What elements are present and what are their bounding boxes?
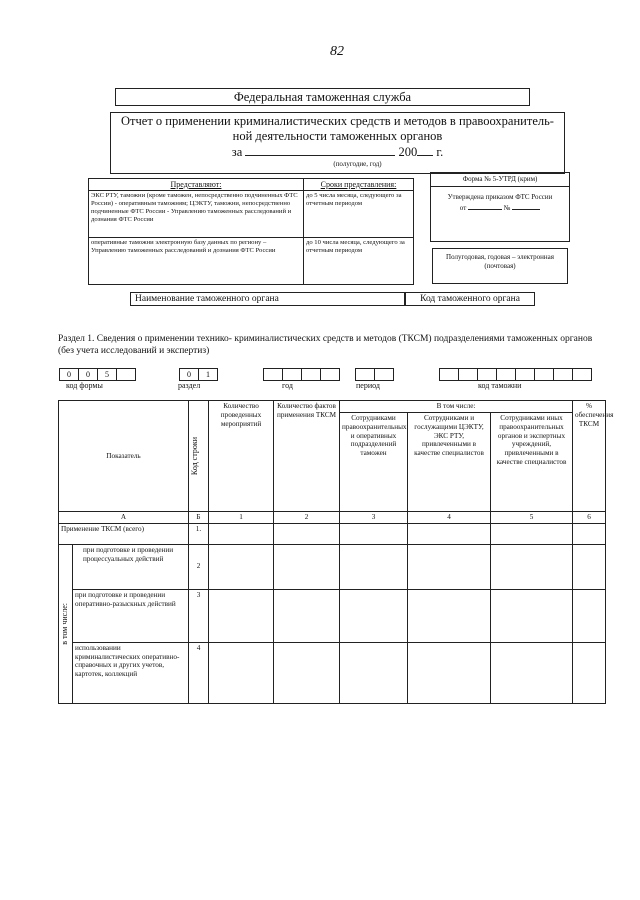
line-code-header xyxy=(189,401,209,512)
date-blank[interactable] xyxy=(468,202,502,210)
year-cells xyxy=(264,368,340,381)
data-cell[interactable] xyxy=(340,642,408,703)
data-table xyxy=(58,400,614,704)
data-cell[interactable] xyxy=(408,589,491,642)
customs-digit[interactable] xyxy=(534,368,554,381)
customs-digit[interactable] xyxy=(477,368,497,381)
pct-header: % обеспечения ТКСМ xyxy=(573,401,606,512)
report-title-box xyxy=(110,112,565,174)
col-num: 6 xyxy=(573,512,606,524)
data-cell[interactable] xyxy=(491,589,573,642)
period-blank[interactable] xyxy=(245,144,395,156)
year-suffix: г. xyxy=(436,145,444,159)
year-prefix: 200 xyxy=(398,145,418,159)
org-code-field[interactable]: Код таможенного органа xyxy=(405,292,535,306)
customs-code-label: код таможни xyxy=(478,381,522,390)
year-blank[interactable] xyxy=(417,144,433,156)
incl-vertical-label: в том числе: xyxy=(60,602,69,645)
data-cell[interactable] xyxy=(340,523,408,544)
approved-by: Утверждена приказом ФТС России xyxy=(447,193,553,201)
form-code-cells xyxy=(60,368,136,381)
data-cell[interactable] xyxy=(573,642,606,703)
form-code-label: код формы xyxy=(66,381,103,390)
customs-code-cells xyxy=(440,368,592,381)
data-cell[interactable] xyxy=(209,642,274,703)
data-cell[interactable] xyxy=(408,544,491,589)
incl-header: В том числе: xyxy=(340,401,573,413)
column-number-row xyxy=(59,512,606,524)
sub1-header: Сотрудниками правоохранительных и оперативных подразделений таможен xyxy=(340,413,408,512)
events-header: Количество проведенных мероприятий xyxy=(209,401,274,512)
customs-digit[interactable] xyxy=(572,368,592,381)
data-cell[interactable] xyxy=(491,642,573,703)
deadlines-header: Сроки представления: xyxy=(304,179,414,191)
section-code-digit[interactable]: 1 xyxy=(198,368,218,381)
col-num: 4 xyxy=(408,512,491,524)
data-cell[interactable] xyxy=(209,523,274,544)
col-num: 1 xyxy=(209,512,274,524)
year-digit[interactable] xyxy=(263,368,283,381)
table-row xyxy=(59,642,606,703)
col-num: 2 xyxy=(274,512,340,524)
year-digit[interactable] xyxy=(282,368,302,381)
line-code-label: Код строки xyxy=(190,436,199,476)
submitters-header: Представляют: xyxy=(89,179,304,191)
deadline-row1: до 5 числа месяца, следующего за отчетным периодом xyxy=(304,191,414,238)
table-row xyxy=(59,523,606,544)
customs-digit[interactable] xyxy=(458,368,478,381)
data-cell[interactable] xyxy=(491,523,573,544)
submitters-table xyxy=(88,178,414,285)
row-code: 3 xyxy=(189,589,209,642)
data-cell[interactable] xyxy=(408,642,491,703)
row-label: Применение ТКСМ (всего) xyxy=(59,523,189,544)
data-cell[interactable] xyxy=(573,589,606,642)
approval-date-line xyxy=(431,202,569,213)
row-code: 2 xyxy=(189,544,209,589)
deadline-row2: до 10 числа месяца, следующего за отчетным периодом xyxy=(304,238,414,285)
customs-digit[interactable] xyxy=(553,368,573,381)
incl-vertical-cell xyxy=(59,544,73,703)
row-code: 4 xyxy=(189,642,209,703)
submitter-row1: ЭКС РТУ, таможни (кроме таможен, непосредственно подчиненных ФТС России) - оперативным таможням; ЦЭКТУ, таможни, непосредственно подчиненные ФТС России - Управлению таможенных расследований и дознания ФТС России xyxy=(89,191,304,238)
col-num: 3 xyxy=(340,512,408,524)
data-cell[interactable] xyxy=(340,589,408,642)
form-number: Форма № 5-УТРД (крим) xyxy=(431,173,569,187)
sub2-header: Сотрудниками и гослужащими ЦЭКТУ, ЭКС РТУ, привлеченными в качестве специалистов xyxy=(408,413,491,512)
data-cell[interactable] xyxy=(274,589,340,642)
table-row xyxy=(59,589,606,642)
form-code-digit[interactable]: 5 xyxy=(97,368,117,381)
period-cells xyxy=(356,368,394,381)
report-title-line1: Отчет о применении криминалистических средств и методов в правоохранитель- xyxy=(121,114,554,128)
number-blank[interactable] xyxy=(512,202,540,210)
year-label: год xyxy=(282,381,293,390)
facts-header: Количество фактов применения ТКСМ xyxy=(274,401,340,512)
year-digit[interactable] xyxy=(320,368,340,381)
reporting-period-box: Полугодовая, годовая – электронная (почтовая) xyxy=(432,248,568,284)
col-num: А xyxy=(59,512,189,524)
customs-digit[interactable] xyxy=(496,368,516,381)
section-code-digit[interactable]: 0 xyxy=(179,368,199,381)
col-num: Б xyxy=(189,512,209,524)
customs-digit[interactable] xyxy=(515,368,535,381)
number-label: № xyxy=(503,204,511,212)
report-period-line xyxy=(111,144,564,160)
period-label: период xyxy=(356,381,380,390)
data-cell[interactable] xyxy=(209,589,274,642)
section-code-cells xyxy=(180,368,218,381)
data-cell[interactable] xyxy=(573,544,606,589)
section-label: раздел xyxy=(178,381,201,390)
data-cell[interactable] xyxy=(491,544,573,589)
org-name-field[interactable]: Наименование таможенного органа xyxy=(130,292,405,306)
page-number: 82 xyxy=(330,44,344,59)
data-cell[interactable] xyxy=(274,544,340,589)
period-hint: (полугодие, год) xyxy=(333,160,382,168)
form-code-digit[interactable] xyxy=(116,368,136,381)
table-row xyxy=(59,544,606,589)
col-num: 5 xyxy=(491,512,573,524)
data-cell[interactable] xyxy=(573,523,606,544)
from-label: от xyxy=(459,204,467,212)
row-label: при подготовке и проведении оперативно-разыскных действий xyxy=(73,589,189,642)
agency-name: Федеральная таможенная служба xyxy=(115,88,530,106)
data-cell[interactable] xyxy=(340,544,408,589)
data-cell[interactable] xyxy=(408,523,491,544)
indicator-header: Показатель xyxy=(59,401,189,512)
row-label: при подготовке и проведении процессуальных действий xyxy=(73,544,189,589)
data-cell[interactable] xyxy=(274,523,340,544)
form-code-digit[interactable]: 0 xyxy=(78,368,98,381)
period-digit[interactable] xyxy=(355,368,375,381)
year-digit[interactable] xyxy=(301,368,321,381)
za-label: за xyxy=(231,145,243,159)
sub3-header: Сотрудниками иных правоохранительных органов и экспертных учреждений, привлеченными в качестве специалистов xyxy=(491,413,573,512)
form-number-box xyxy=(430,172,570,242)
period-digit[interactable] xyxy=(374,368,394,381)
data-cell[interactable] xyxy=(274,642,340,703)
row-code: 1. xyxy=(189,523,209,544)
form-code-digit[interactable]: 0 xyxy=(59,368,79,381)
section-title: Раздел 1. Сведения о применении технико- криминалистических средств и методов (ТКСМ) подразделениями таможенных органов (без учета исследований и экспертиз) xyxy=(58,334,593,356)
row-label: использовании криминалистических оперативно-справочных и других учетов, картотек, коллекций xyxy=(73,642,189,703)
report-title-line2: ной деятельности таможенных органов xyxy=(232,129,443,143)
customs-digit[interactable] xyxy=(439,368,459,381)
submitter-row2: оперативные таможни электронную базу данных по региону – Управлению таможенных расследований и дознания ФТС России xyxy=(89,238,304,285)
data-cell[interactable] xyxy=(209,544,274,589)
